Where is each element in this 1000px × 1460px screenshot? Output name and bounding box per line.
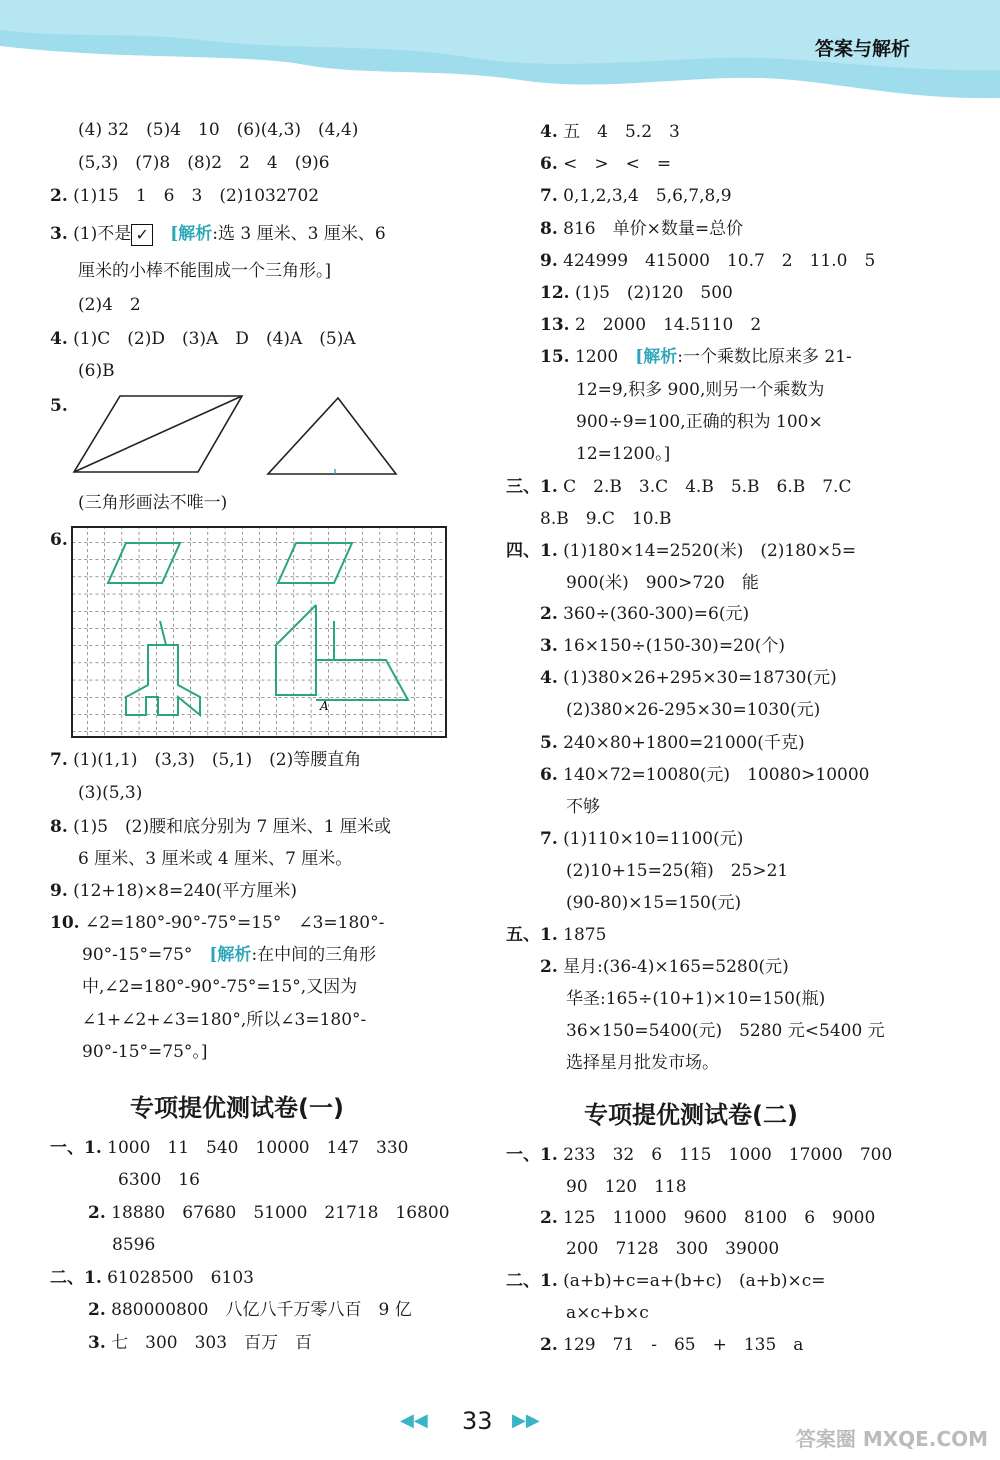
item-number: 2. bbox=[540, 957, 558, 977]
answer-line bbox=[540, 666, 837, 690]
item-number: 4. bbox=[540, 668, 558, 688]
answer-line: 6300 16 bbox=[118, 1170, 200, 1190]
answer-line: 华圣:165÷(10+1)×10=150(瓶) bbox=[566, 989, 826, 1009]
answer-line bbox=[506, 1143, 892, 1167]
answer-text: 816 单价×数量=总价 bbox=[563, 219, 744, 239]
answer-line bbox=[540, 120, 680, 144]
answer-text: C 2.B 3.C 4.B 5.B 6.B 7.C bbox=[563, 477, 852, 497]
item-number: 2. bbox=[540, 1208, 558, 1228]
answer-line bbox=[50, 748, 361, 772]
answer-line bbox=[540, 602, 749, 626]
answer-line: 厘米的小棒不能围成一个三角形。] bbox=[78, 261, 332, 281]
item-number: 8. bbox=[50, 817, 68, 837]
answer-line bbox=[88, 1331, 312, 1355]
answer-line: (2)4 2 bbox=[78, 295, 141, 315]
item-number: 6. bbox=[50, 530, 68, 550]
section-title: 专项提优测试卷(一) bbox=[130, 1094, 344, 1122]
answer-line bbox=[50, 1136, 408, 1160]
answer-line: (3)(5,3) bbox=[78, 783, 143, 803]
answer-line: 90°-15°=75°。] bbox=[82, 1042, 208, 1062]
answer-text: 五 4 5.2 3 bbox=[563, 122, 680, 142]
answer-text: 140×72=10080(元) 10080>10000 bbox=[563, 765, 870, 785]
watermark-logo: 答案圈 MXQE.COM bbox=[795, 1427, 988, 1451]
answer-line bbox=[540, 184, 732, 208]
item-number: 7. bbox=[540, 829, 558, 849]
answer-text: 2 2000 14.5110 2 bbox=[574, 315, 762, 335]
svg-text:A: A bbox=[320, 699, 329, 713]
answer-line bbox=[506, 539, 856, 563]
item-number: 三、1. bbox=[506, 477, 558, 497]
answer-text: 0,1,2,3,4 5,6,7,8,9 bbox=[563, 186, 732, 206]
answer-line: 12=1200。] bbox=[576, 444, 671, 464]
analysis-label: [解析 bbox=[635, 347, 678, 367]
answer-line bbox=[88, 1201, 450, 1225]
answer-line: (6)B bbox=[78, 361, 115, 381]
answer-text: (1)不是 bbox=[73, 224, 132, 244]
answer-line bbox=[540, 634, 785, 658]
answer-text: 233 32 6 115 1000 17000 700 bbox=[563, 1145, 893, 1165]
answer-line: (三角形画法不唯一) bbox=[78, 493, 228, 513]
answer-line bbox=[50, 222, 386, 246]
answer-text: 1200 bbox=[574, 347, 619, 367]
answer-text: 90°-15°=75° bbox=[82, 945, 193, 965]
item-number: 二、1. bbox=[506, 1271, 558, 1291]
answer-line bbox=[50, 184, 319, 208]
checkmark-box: ✓ bbox=[131, 224, 153, 246]
analysis-label: [解析 bbox=[209, 945, 252, 965]
item-number: 2. bbox=[540, 604, 558, 624]
answer-text: 424999 415000 10.7 2 11.0 5 bbox=[563, 251, 876, 271]
answer-text: (1)5 (2)腰和底分别为 7 厘米、1 厘米或 bbox=[73, 817, 391, 837]
item-number: 3. bbox=[540, 636, 558, 656]
section-title: 专项提优测试卷(二) bbox=[584, 1101, 798, 1129]
answer-line: 36×150=5400(元) 5280 元<5400 元 bbox=[566, 1021, 885, 1041]
answer-line bbox=[50, 879, 297, 903]
item-number: 13. bbox=[540, 315, 570, 335]
next-page-icon: ▶▶ bbox=[512, 1410, 540, 1431]
answer-text: (1)15 1 6 3 (2)1032702 bbox=[73, 186, 320, 206]
answer-line: 6 厘米、3 厘米或 4 厘米、7 厘米。 bbox=[78, 849, 353, 869]
answer-text: (1)110×10=1100(元) bbox=[563, 829, 744, 849]
answer-line bbox=[50, 528, 68, 552]
answer-line bbox=[88, 1298, 412, 1322]
answer-line bbox=[540, 152, 671, 176]
shapes-figure bbox=[70, 392, 410, 482]
answer-text: (12+18)×8=240(平方厘米) bbox=[73, 881, 297, 901]
answer-line bbox=[506, 475, 851, 499]
item-number: 五、1. bbox=[506, 925, 558, 945]
item-number: 7. bbox=[50, 750, 68, 770]
answer-text: :选 3 厘米、3 厘米、6 bbox=[212, 224, 386, 244]
analysis-label: [解析 bbox=[170, 224, 213, 244]
answer-line: (2)10+15=25(箱) 25>21 bbox=[566, 861, 789, 881]
item-number: 2. bbox=[88, 1203, 106, 1223]
answer-line bbox=[506, 1269, 826, 1293]
answer-line bbox=[540, 1206, 875, 1230]
answer-text: 129 71 - 65 + 135 a bbox=[563, 1335, 804, 1355]
answer-text: 16×150÷(150-30)=20(个) bbox=[563, 636, 785, 656]
answer-line: 不够 bbox=[566, 797, 600, 817]
item-number: 四、1. bbox=[506, 541, 558, 561]
item-number: 7. bbox=[540, 186, 558, 206]
answer-line bbox=[540, 731, 805, 755]
item-number: 15. bbox=[540, 347, 570, 367]
item-number: 一、1. bbox=[506, 1145, 558, 1165]
answer-line: (4) 32 (5)4 10 (6)(4,3) (4,4) bbox=[78, 120, 359, 140]
answer-text: (1)C (2)D (3)A D (4)A (5)A bbox=[73, 329, 356, 349]
answer-text: < > < = bbox=[563, 154, 672, 174]
item-number: 4. bbox=[540, 122, 558, 142]
item-number: 6. bbox=[540, 154, 558, 174]
answer-line bbox=[540, 217, 743, 241]
answer-text: 61028500 6103 bbox=[107, 1268, 254, 1288]
answer-text: 240×80+1800=21000(千克) bbox=[563, 733, 805, 753]
answer-line bbox=[50, 394, 68, 418]
answer-line: ∠1+∠2+∠3=180°,所以∠3=180°- bbox=[82, 1010, 367, 1030]
answer-line: (90-80)×15=150(元) bbox=[566, 893, 742, 913]
answer-text: 880000800 八亿八千万零八百 9 亿 bbox=[111, 1300, 412, 1320]
answer-line: 200 7128 300 39000 bbox=[566, 1239, 780, 1259]
answer-text: (a+b)+c=a+(b+c) (a+b)×c= bbox=[563, 1271, 826, 1291]
answer-line bbox=[50, 815, 391, 839]
item-number: 二、1. bbox=[50, 1268, 102, 1288]
answer-line: 900(米) 900>720 能 bbox=[566, 573, 759, 593]
page-number: 33 bbox=[462, 1407, 493, 1435]
answer-line bbox=[50, 911, 384, 935]
answer-line bbox=[506, 923, 606, 947]
answer-text: (1)(1,1) (3,3) (5,1) (2)等腰直角 bbox=[73, 750, 362, 770]
answer-text: :一个乘数比原来多 21- bbox=[677, 347, 852, 367]
answer-line: 8596 bbox=[112, 1235, 156, 1255]
answer-line bbox=[540, 955, 789, 979]
item-number: 2. bbox=[50, 186, 68, 206]
answer-line: 选择星月批发市场。 bbox=[566, 1053, 719, 1073]
answer-line bbox=[82, 943, 376, 967]
item-number: 5. bbox=[50, 396, 68, 416]
answer-line bbox=[50, 327, 356, 351]
grid-figure bbox=[70, 525, 450, 740]
answer-text: 1875 bbox=[563, 925, 607, 945]
answer-line: 90 120 118 bbox=[566, 1177, 687, 1197]
answer-line bbox=[540, 249, 875, 273]
answer-line bbox=[540, 1333, 803, 1357]
answer-text: 18880 67680 51000 21718 16800 bbox=[111, 1203, 450, 1223]
item-number: 3. bbox=[50, 224, 68, 244]
answer-text: 125 11000 9600 8100 6 9000 bbox=[563, 1208, 876, 1228]
answer-text: ∠2=180°-90°-75°=15° ∠3=180°- bbox=[84, 913, 385, 933]
item-number: 4. bbox=[50, 329, 68, 349]
answer-text: 360÷(360-300)=6(元) bbox=[563, 604, 750, 624]
answer-text: 星月:(36-4)×165=5280(元) bbox=[563, 957, 789, 977]
answer-text: :在中间的三角形 bbox=[251, 945, 377, 965]
item-number: 9. bbox=[540, 251, 558, 271]
item-number: 6. bbox=[540, 765, 558, 785]
item-number: 2. bbox=[88, 1300, 106, 1320]
answer-line: a×c+b×c bbox=[566, 1303, 649, 1323]
answer-line bbox=[50, 1266, 254, 1290]
item-number: 5. bbox=[540, 733, 558, 753]
answer-text: (1)380×26+295×30=18730(元) bbox=[563, 668, 837, 688]
answer-line bbox=[540, 345, 852, 369]
item-number: 12. bbox=[540, 283, 570, 303]
answer-line: 12=9,积多 900,则另一个乘数为 bbox=[576, 380, 825, 400]
answer-text: 1000 11 540 10000 147 330 bbox=[107, 1138, 409, 1158]
header-title: 答案与解析 bbox=[814, 38, 910, 60]
item-number: 10. bbox=[50, 913, 80, 933]
answer-line: 8.B 9.C 10.B bbox=[540, 509, 672, 529]
prev-page-icon: ◀◀ bbox=[400, 1410, 428, 1431]
item-number: 一、1. bbox=[50, 1138, 102, 1158]
item-number: 3. bbox=[88, 1333, 106, 1353]
parallelogram-diagonal bbox=[74, 396, 242, 472]
item-number: 8. bbox=[540, 219, 558, 239]
triangle-shape bbox=[268, 398, 396, 474]
answer-line bbox=[540, 763, 869, 787]
answer-text: 七 300 303 百万 百 bbox=[111, 1333, 313, 1353]
item-number: 9. bbox=[50, 881, 68, 901]
answer-line: (5,3) (7)8 (8)2 2 4 (9)6 bbox=[78, 153, 330, 173]
item-number: 2. bbox=[540, 1335, 558, 1355]
answer-text: (1)180×14=2520(米) (2)180×5= bbox=[563, 541, 857, 561]
answer-text: (1)5 (2)120 500 bbox=[574, 283, 733, 303]
answer-line: (2)380×26-295×30=1030(元) bbox=[566, 700, 821, 720]
answer-line bbox=[540, 827, 743, 851]
answer-line: 中,∠2=180°-90°-75°=15°,又因为 bbox=[82, 977, 358, 997]
answer-line: 900÷9=100,正确的积为 100× bbox=[576, 412, 823, 432]
answer-line bbox=[540, 313, 761, 337]
answer-line bbox=[540, 281, 733, 305]
